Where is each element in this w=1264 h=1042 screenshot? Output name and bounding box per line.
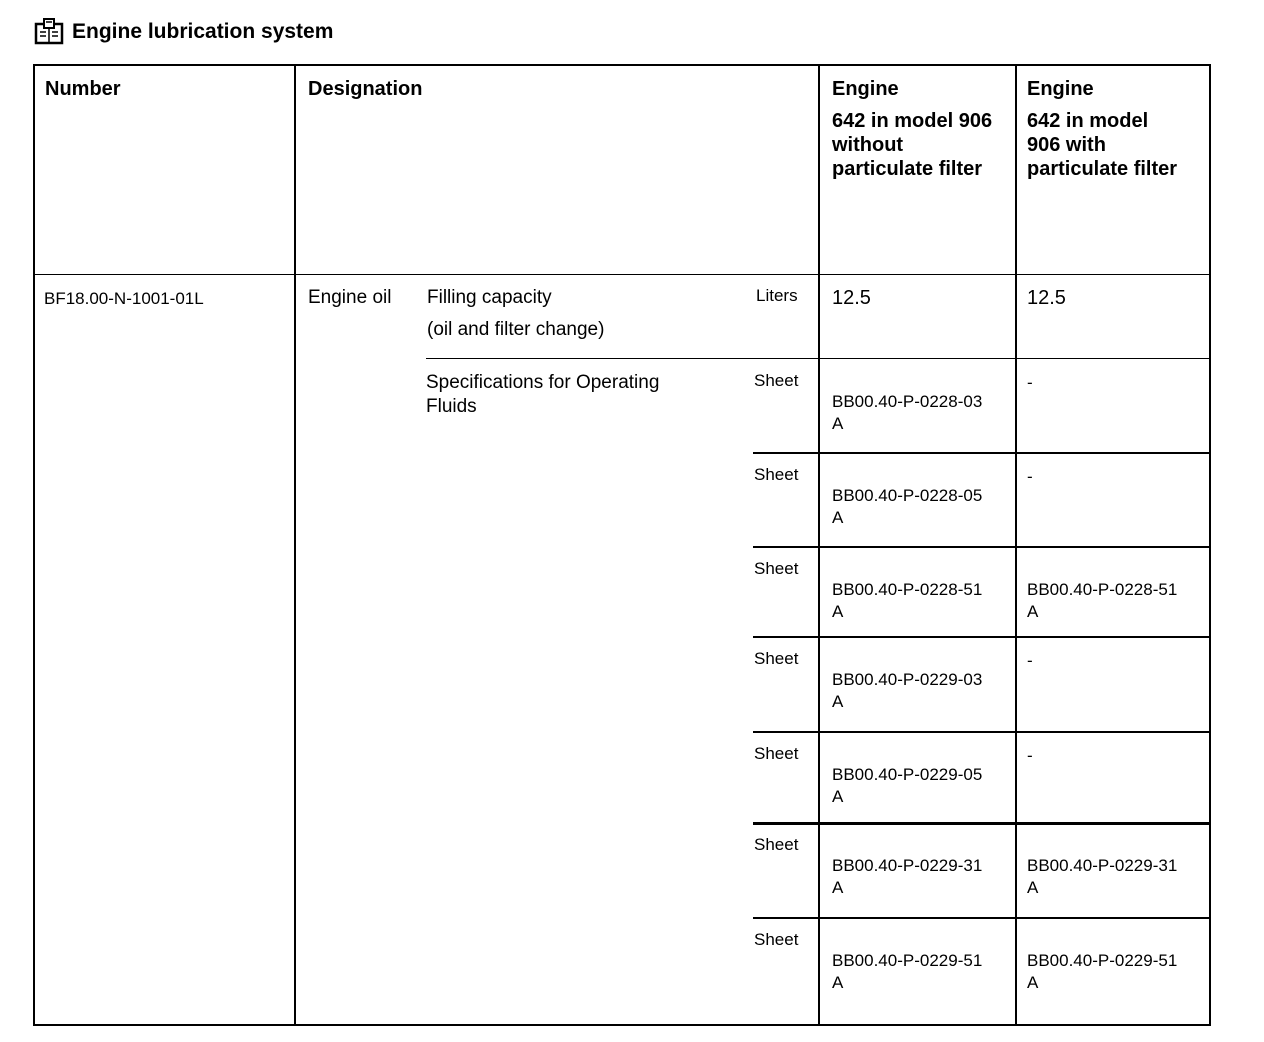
sheet-ref-without-filter: BB00.40-P-0229-05 A: [832, 765, 983, 806]
filling-unit: Liters: [756, 286, 798, 305]
sheet-ref-with-filter: -: [1027, 651, 1033, 670]
filling-value-without-filter: 12.5: [832, 287, 871, 309]
sheet-unit: Sheet: [754, 559, 799, 578]
sheet-unit: Sheet: [754, 744, 799, 763]
sheet-unit: Sheet: [754, 649, 799, 668]
sheet-unit: Sheet: [754, 835, 799, 854]
sheet-ref-without-filter: BB00.40-P-0228-51 A: [832, 580, 983, 621]
sheet-ref-with-filter: -: [1027, 467, 1033, 486]
sheet-unit: Sheet: [754, 371, 799, 390]
sheet-ref-with-filter: BB00.40-P-0229-31 A: [1027, 856, 1178, 897]
sheet-unit: Sheet: [754, 465, 799, 484]
sheet-ref-without-filter: BB00.40-P-0229-03 A: [832, 670, 983, 711]
sheet-ref-with-filter: BB00.40-P-0228-51 A: [1027, 580, 1178, 621]
filling-capacity-label: Filling capacity (oil and filter change): [427, 287, 605, 340]
sheet-ref-with-filter: -: [1027, 373, 1033, 392]
header-engine-without-filter: Engine 642 in model 906 without particulate filter: [832, 78, 993, 180]
sheet-ref-without-filter: BB00.40-P-0229-31 A: [832, 856, 983, 897]
header-designation: Designation: [308, 78, 423, 100]
section-title: [34, 16, 333, 48]
specifications-label: Specifications for Operating Fluids: [426, 372, 660, 417]
filling-value-with-filter: 12.5: [1027, 287, 1066, 309]
header-number: Number: [45, 78, 121, 100]
sheet-ref-with-filter: BB00.40-P-0229-51 A: [1027, 951, 1178, 992]
sheet-unit: Sheet: [754, 930, 799, 949]
sheet-ref-without-filter: BB00.40-P-0229-51 A: [832, 951, 983, 992]
specifications-table: [33, 64, 1211, 1026]
manual-book-icon: [34, 18, 64, 46]
sheet-ref-with-filter: -: [1027, 746, 1033, 765]
designation-engine-oil: Engine oil: [308, 287, 392, 308]
title-text: Engine lubrication system: [72, 20, 334, 43]
sheet-ref-without-filter: BB00.40-P-0228-05 A: [832, 486, 983, 527]
header-engine-with-filter: Engine 642 in model 906 with particulate filter: [1027, 78, 1178, 180]
part-number: BF18.00-N-1001-01L: [44, 289, 204, 308]
sheet-ref-without-filter: BB00.40-P-0228-03 A: [832, 392, 983, 433]
